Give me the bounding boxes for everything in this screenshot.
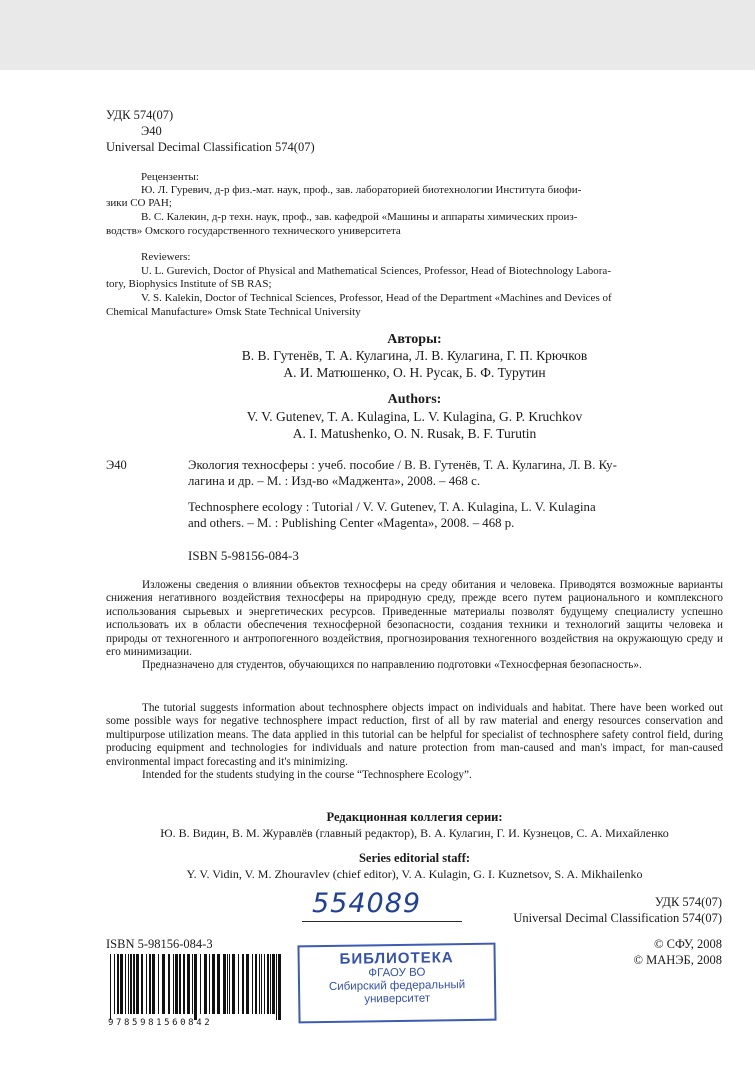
abstract-ru-paragraph-1: Изложены сведения о влиянии объектов техносферы на среду обитания и человека. Приводятся возможные варианты снижения негативного воздействия техносферы на природную среду, прежде всего путем рационального и комплексного использования сырьевых и энергетических ресурсов. Приведенные материалы позволят будущему специалисту успешно использовать их в области обеспечения техносферной безопасности, создания техники и технологий защиты человека и природы от техногенного и антропогенного воздействия, прогнозирования техногенного воздействия на окружающую среду и его минимизации. xyxy=(106,579,723,659)
biblio-ru-line-2: лагина и др. – М. : Изд-во «Маджента», 2008. – 468 с. xyxy=(188,474,481,488)
handwritten-underline xyxy=(302,921,462,922)
barcode-bar xyxy=(158,954,159,1014)
barcode-bar xyxy=(246,954,249,1014)
barcode-bar xyxy=(183,954,185,1014)
stamp-line-2: Сибирский федеральный xyxy=(328,979,466,993)
barcode-bar xyxy=(194,954,197,1020)
barcode-bar xyxy=(192,954,193,1014)
barcode-bar xyxy=(179,954,181,1014)
barcode-bar xyxy=(261,954,262,1014)
barcode-bar xyxy=(227,954,228,1014)
copyright-maneb: © МАНЭБ, 2008 xyxy=(633,953,722,967)
reviewer-ru-1-cont: зики СО РАН; xyxy=(106,197,172,209)
barcode-bar xyxy=(209,954,210,1014)
barcode-bar xyxy=(232,954,235,1014)
reviewer-en-1-cont: tory, Biophysics Institute of SB RAS; xyxy=(106,278,272,290)
reviewer-en-2-cont: Chemical Manufacture» Omsk State Technical University xyxy=(106,306,361,318)
biblio-ru-line-1: Экология техносферы : учеб. пособие / В. В. Гутенёв, Т. А. Кулагина, Л. В. Ку- xyxy=(188,458,617,472)
barcode-bar xyxy=(117,954,119,1014)
barcode-bar xyxy=(146,954,147,1014)
barcode-bar xyxy=(141,954,143,1014)
barcode-bar xyxy=(130,954,132,1014)
barcode-bar xyxy=(223,954,226,1014)
abstract-en xyxy=(106,702,723,782)
editorial-en-names: Y. V. Vidin, V. M. Zhouravlev (chief editor), V. A. Kulagin, G. I. Kuznetsov, S. A. Mikhailenko xyxy=(186,867,643,881)
biblio-isbn: ISBN 5-98156-084-3 xyxy=(188,548,299,563)
barcode-bar xyxy=(238,954,239,1014)
barcode-bar xyxy=(120,954,123,1014)
barcode-bar xyxy=(204,954,207,1014)
barcode-bar xyxy=(278,954,281,1020)
reviewers-en-heading: Reviewers: xyxy=(141,251,191,263)
stamp-line-3: университет xyxy=(364,992,431,1006)
authors-en-line-2: A. I. Matushenko, O. N. Rusak, B. F. Turutin xyxy=(292,426,537,441)
stamp-line-1: ФГАОУ ВО xyxy=(368,966,426,980)
biblio-en-line-1: Technosphere ecology : Tutorial / V. V. Gutenev, T. A. Kulagina, L. V. Kulagina xyxy=(188,500,596,514)
barcode-bar xyxy=(229,954,230,1014)
biblio-en-line-2: and others. – M. : Publishing Center «Magenta», 2008. – 468 p. xyxy=(188,516,515,530)
barcode-bar xyxy=(152,954,155,1014)
barcode-bar xyxy=(175,954,178,1014)
abstract-en-paragraph-2: Intended for the students studying in the course “Technosphere Ecology”. xyxy=(142,769,472,782)
barcode-bar xyxy=(187,954,190,1014)
barcode-bar xyxy=(149,954,151,1014)
barcode-bar xyxy=(125,954,126,1014)
barcode-bar xyxy=(252,954,253,1014)
library-stamp xyxy=(297,943,496,1024)
barcode-bar xyxy=(272,954,275,1014)
barcode-bar xyxy=(217,954,220,1014)
udk-index: Э40 xyxy=(141,124,162,138)
reviewer-en-1: U. L. Gurevich, Doctor of Physical and Mathematical Sciences, Professor, Head of Biotechnology Labora- xyxy=(141,265,611,277)
editorial-ru-names: Ю. В. Видин, В. М. Журавлёв (главный редактор), В. А. Кулагин, Г. И. Кузнецов, С. А. Михайленко xyxy=(160,826,669,840)
barcode-bar xyxy=(136,954,139,1014)
reviewer-ru-1: Ю. Л. Гуревич, д-р физ.-мат. наук, проф., зав. лабораторией биотехнологии Института биофи- xyxy=(141,184,582,196)
editorial-en-heading: Series editorial staff: xyxy=(358,851,471,865)
barcode-bar xyxy=(255,954,257,1014)
barcode-digits: 9785981560842 xyxy=(108,1018,213,1028)
barcode-bar xyxy=(212,954,215,1014)
abstract-ru-paragraph-2: Предназначено для студентов, обучающихся по направлению подготовки «Техносферная безопасность». xyxy=(142,659,642,672)
udc-english: Universal Decimal Classification 574(07) xyxy=(106,140,315,154)
authors-en-line-1: V. V. Gutenev, T. A. Kulagina, L. V. Kulagina, G. P. Kruchkov xyxy=(246,409,583,424)
authors-en-heading: Authors: xyxy=(387,392,442,407)
barcode-bar xyxy=(200,954,201,1014)
reviewer-en-2: V. S. Kalekin, Doctor of Technical Sciences, Professor, Head of the Department «Machines and Devices of xyxy=(141,292,612,304)
authors-ru-line-1: В. В. Гутенёв, Т. А. Кулагина, Л. В. Кулагина, Г. П. Крючков xyxy=(241,348,588,363)
footer-udc-english: Universal Decimal Classification 574(07) xyxy=(513,911,722,925)
copyright-sfu: © СФУ, 2008 xyxy=(654,937,722,951)
reviewers-ru-heading: Рецензенты: xyxy=(141,171,199,183)
footer-isbn: ISBN 5-98156-084-3 xyxy=(106,937,213,951)
barcode-bar xyxy=(162,954,165,1014)
barcode-bar xyxy=(242,954,244,1014)
udk-code: УДК 574(07) xyxy=(106,108,174,122)
stamp-title: БИБЛИОТЕКА xyxy=(339,949,454,968)
editorial-ru-heading: Редакционная коллегия серии: xyxy=(326,810,503,824)
barcode-bar xyxy=(270,954,271,1014)
abstract-ru xyxy=(106,579,723,673)
barcode-bar xyxy=(168,954,170,1014)
barcode-bar xyxy=(259,954,260,1014)
isbn-barcode xyxy=(108,954,284,1020)
reviewer-ru-2: В. С. Калекин, д-р техн. наук, проф., зав. кафедрой «Машины и аппараты химических произ- xyxy=(141,211,578,223)
barcode-bar xyxy=(267,954,269,1014)
handwritten-inventory-number: 554089 xyxy=(312,888,422,919)
barcode-bar xyxy=(133,954,135,1014)
abstract-en-paragraph-1: The tutorial suggests information about technosphere objects impact on individuals and habitat. There have been worked out some possible ways for negative technosphere impact reduction, first of all by raw material and energy resources conservation and multipurpose utilization means. The data applied in this tutorial can be helpful for specialist of technosphere safety control field, during producing equipment and technologies for individuals and nature protection from man-caused and man's impact, for man-caused environmental impact forecasting and it's minimizing. xyxy=(106,702,723,768)
authors-ru-heading: Авторы: xyxy=(387,332,442,347)
authors-ru-line-2: А. И. Матюшенко, О. Н. Русак, Б. Ф. Турутин xyxy=(283,365,546,380)
barcode-bar xyxy=(114,954,115,1014)
footer-udk: УДК 574(07) xyxy=(654,895,722,909)
reviewer-ru-2-cont: водств» Омского государственного технического университета xyxy=(106,225,401,237)
barcode-bar xyxy=(110,954,111,1020)
barcode-bar xyxy=(276,954,277,1020)
barcode-bar xyxy=(264,954,265,1014)
barcode-bar xyxy=(173,954,174,1014)
barcode-bar xyxy=(128,954,129,1014)
biblio-index: Э40 xyxy=(106,458,127,472)
